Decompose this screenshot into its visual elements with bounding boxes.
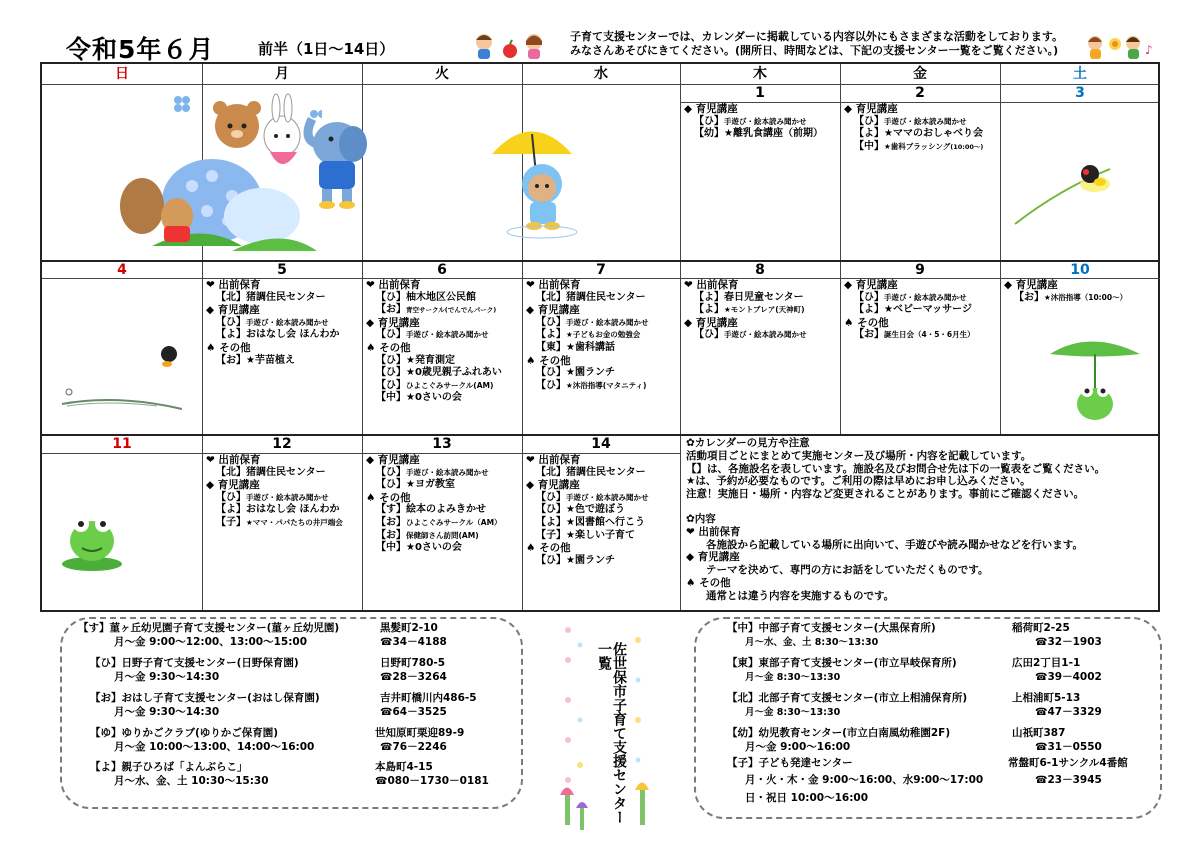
facility-tag: 【ひ】 [376, 329, 406, 341]
event-item: 絵本のよみきかせ [406, 504, 486, 516]
center-name: 【子】子ども発達センター [727, 757, 853, 769]
event-section: ◆ 育児講座 [684, 316, 738, 329]
center-name: 【す】菫ヶ丘幼児園子育て支援センター(菫ヶ丘幼児園) [78, 622, 340, 634]
day-number: 4 [117, 262, 127, 278]
facility-tag: 【よ】 [216, 504, 246, 516]
event-section: ❤ 出前保育 [526, 454, 581, 466]
facility-tag: 【お】 [1014, 291, 1044, 303]
facility-tag: 【ひ】 [216, 316, 246, 328]
facility-tag: 【ひ】 [694, 329, 724, 341]
day-12-events [203, 453, 361, 530]
event-section: ❤ 出前保育 [366, 279, 421, 291]
center-tel: 31－0550 [1047, 741, 1102, 753]
event-item: 手遊び・絵本読み聞かせ [246, 492, 329, 502]
event-item: ★ヨガ教室 [406, 479, 455, 491]
facility-tag: 【お】 [376, 529, 406, 541]
telephone-icon: ☎ [380, 637, 393, 648]
telephone-icon: ☎ [380, 742, 393, 753]
event-section: ❤ 出前保育 [526, 279, 581, 291]
center-name: 【ゆ】ゆりかごクラブ(ゆりかご保育園) [90, 727, 279, 739]
event-item: 手遊び・絵本読み聞かせ [884, 292, 967, 302]
event-item: 青空サークル(でんでんパーク) [406, 306, 497, 315]
facility-tag: 【子】 [216, 516, 246, 528]
event-section: ◆ 育児講座 [206, 479, 260, 492]
center-name: 【中】中部子育て支援センター(大黒保育所) [727, 622, 936, 634]
telephone-icon: ☎ [1035, 775, 1048, 786]
facility-tag: 【ひ】 [376, 379, 406, 391]
event-item: ★モントブレア(天神町) [724, 305, 805, 315]
day-number: 14 [591, 436, 611, 452]
weekday-thu: 木 [753, 66, 767, 82]
content-item-heading: ♠ その他 [686, 576, 731, 589]
center-hours: 月～金 10:00～13:00、14:00～16:00 [114, 741, 315, 753]
event-item: ★沐浴指導（10:00～） [1044, 292, 1128, 302]
facility-tag: 【お】 [376, 516, 406, 528]
event-item: 柚木地区公民館 [406, 291, 476, 303]
event-item: 保健師さん訪問(AM) [406, 530, 479, 540]
telephone-icon: ☎ [375, 776, 388, 787]
facility-tag: 【お】 [216, 354, 246, 366]
event-section: ◆ 育児講座 [844, 279, 898, 291]
event-item: 猪調住民センター [566, 291, 646, 303]
center-name: 【東】東部子育て支援センター(市立早岐保育所) [727, 657, 957, 669]
event-item: 春日児童センター [724, 291, 804, 303]
center-tel: 76－2246 [392, 741, 447, 753]
facility-tag: 【ひ】 [536, 554, 566, 566]
center-name: 【よ】親子ひろば「よんぶらこ」 [90, 761, 248, 773]
event-section: ❤ 出前保育 [206, 279, 261, 291]
weekday-fri: 金 [913, 66, 927, 82]
day-14-events [523, 453, 681, 567]
event-item: 手遊び・絵本読み聞かせ [406, 467, 489, 477]
event-item: ★沐浴指導(マタニティ) [566, 380, 647, 390]
center-address: 本島町4-15 [375, 761, 433, 773]
day-1-events [681, 102, 839, 141]
event-item: ★園ランチ [566, 367, 615, 379]
event-item: おはなし会 ほんわか [246, 504, 340, 516]
facility-tag: 【北】 [216, 291, 246, 303]
event-item: ★ママのおしゃべり会 [884, 128, 983, 140]
facility-tag: 【子】 [536, 529, 566, 541]
facility-tag: 【す】 [376, 504, 406, 516]
weekday-tue: 火 [435, 66, 449, 82]
center-tel: 23－3945 [1047, 774, 1102, 786]
event-section: ◆ 育児講座 [844, 103, 898, 115]
header-notice [570, 30, 1080, 58]
center-hours: 月～水、金、土 8:30～13:30 [745, 637, 879, 648]
event-item: ★子どもお金の勉強会 [566, 330, 641, 340]
event-section: ♠ その他 [366, 491, 411, 504]
facility-tag: 【ひ】 [536, 367, 566, 379]
facility-tag: 【ひ】 [854, 115, 884, 127]
center-tel: 080－1730－0181 [387, 775, 489, 787]
facility-tag: 【よ】 [694, 304, 724, 316]
center-tel: 64－3525 [392, 706, 447, 718]
event-item: ★歯科ブラッシング [884, 141, 951, 151]
legend-heading: ✿カレンダーの見方や注意 [686, 437, 810, 449]
event-item: 手遊び・絵本読み聞かせ [246, 317, 329, 327]
facility-tag: 【東】 [536, 341, 566, 353]
event-section: ❤ 出前保育 [206, 454, 261, 466]
event-item: 手遊び・絵本読み聞かせ [566, 492, 649, 502]
facility-tag: 【中】 [376, 542, 406, 554]
facility-tag: 【ひ】 [854, 291, 884, 303]
facility-tag: 【北】 [536, 291, 566, 303]
event-item: ひよこぐみサークル(AM) [406, 380, 494, 390]
legend-line: 活動項目ごとにまとめて実施センター及び場所・内容を記載しています。 [686, 449, 1032, 462]
center-tel: 28－3264 [392, 671, 447, 683]
notice-line-1: 子育て支援センターでは、カレンダーに掲載している内容以外にもさまざまな活動をしております。 [570, 30, 1063, 43]
center-hours: 月～金 8:30～13:30 [745, 707, 841, 718]
center-tel: 32－1903 [1047, 636, 1102, 648]
frog-illustration [57, 496, 127, 571]
notice-line-2: みなさんあそびにきてください。(開所日、時間などは、下記の支援センター一覧をご覧ください。) [570, 44, 1059, 57]
period-subtitle: 前半（1日～14日） [258, 40, 395, 58]
facility-tag: 【ひ】 [376, 466, 406, 478]
event-item: ★歯科講話 [566, 341, 615, 353]
day-number: 1 [755, 85, 765, 101]
facility-tag: 【ひ】 [536, 379, 566, 391]
day-2-events [841, 102, 999, 153]
center-address: 上相浦町5-13 [1012, 692, 1081, 704]
day-number: 7 [596, 262, 606, 278]
facility-tag: 【ひ】 [376, 354, 406, 366]
telephone-icon: ☎ [1035, 707, 1048, 718]
event-section: ◆ 育児講座 [206, 304, 260, 317]
legend-line: 【】は、各施設名を表しています。施設名及びお問合せ先は下の一覧表をご覧ください。 [686, 462, 1106, 475]
event-section: ◆ 育児講座 [684, 103, 738, 115]
center-address: 常盤町6-1サンクル4番館 [1008, 757, 1128, 769]
facility-tag: 【ひ】 [376, 479, 406, 491]
elephant-illustration [297, 99, 377, 209]
grass-firefly-illustration [57, 324, 187, 424]
center-name: 【北】北部子育て支援センター(市立上相浦保育所) [727, 692, 968, 704]
facility-tag: 【中】 [854, 140, 884, 152]
content-item-desc: テーマを決めて、専門の方にお話をしていただくものです。 [706, 564, 989, 577]
day-9-events [841, 278, 999, 342]
event-item: 猪調住民センター [246, 291, 326, 303]
center-hours: 月～金 9:30～14:30 [114, 706, 220, 718]
event-item: 手遊び・絵本読み聞かせ [566, 317, 649, 327]
center-hours: 月～金 9:00～16:00 [745, 741, 851, 753]
event-section: ◆ 育児講座 [526, 304, 580, 317]
facility-tag: 【よ】 [854, 304, 884, 316]
center-hours: 月～金 8:30～13:30 [745, 672, 841, 683]
event-item: ★色で遊ぼう [566, 504, 625, 516]
day-number: 10 [1070, 262, 1090, 278]
event-item: ★芋苗植え [246, 354, 295, 366]
day-7-events [523, 278, 681, 392]
event-item: 手遊び・絵本読み聞かせ [884, 116, 967, 126]
day-10-events [1001, 278, 1159, 304]
center-hours-holiday: 日・祝日 10:00～16:00 [745, 792, 869, 804]
event-item: ★0歳児親子ふれあい [406, 367, 502, 379]
event-section: ◆ 育児講座 [366, 454, 420, 466]
event-item: ★園ランチ [566, 554, 615, 566]
facility-tag: 【ひ】 [376, 291, 406, 303]
facility-tag: 【ひ】 [694, 115, 724, 127]
legend-line: ★は、予約が必要なものです。ご利用の際は早めにお申し込みください。 [686, 475, 1031, 488]
day-number: 3 [1075, 85, 1085, 101]
facility-tag: 【ひ】 [536, 504, 566, 516]
center-name: 【幼】幼児教育センター(市立白南風幼稚園2F) [727, 727, 951, 739]
event-item: ひよこぐみサークル（AM） [406, 517, 502, 527]
frog-leaf-illustration [1040, 329, 1150, 429]
weekday-mon: 月 [275, 66, 289, 82]
facility-tag: 【ひ】 [536, 316, 566, 328]
facility-tag: 【ひ】 [216, 491, 246, 503]
center-list-caption: 佐世保市子育て支援センター一覧 [596, 642, 627, 824]
day-number: 5 [277, 262, 287, 278]
page-title: 令和5年６月 [66, 35, 215, 64]
content-item-heading: ◆ 育児講座 [686, 551, 740, 564]
center-list-caption-box [560, 620, 660, 835]
event-item: ★0さいの会 [406, 542, 462, 554]
telephone-icon: ☎ [1035, 637, 1048, 648]
content-item-desc: 各施設から記載している場所に出向いて、手遊びや読み聞かせなどを行います。 [706, 538, 1083, 551]
event-item: 猪調住民センター [246, 466, 326, 478]
facility-tag: 【中】 [376, 392, 406, 404]
event-section: ◆ 育児講座 [366, 316, 420, 329]
event-item: 誕生日会（4・5・6月生） [884, 330, 975, 340]
day-number: 8 [755, 262, 765, 278]
event-section: ❤ 出前保育 [684, 279, 739, 291]
event-section: ♠ その他 [206, 341, 251, 354]
facility-tag: 【幼】 [694, 128, 724, 140]
day-number: 2 [915, 85, 925, 101]
event-section: ♠ その他 [366, 341, 411, 354]
content-item-desc: 通常とは違う内容を実施するものです。 [706, 589, 895, 602]
telephone-icon: ☎ [1035, 672, 1048, 683]
day-number: 6 [437, 262, 447, 278]
event-item: ★離乳食講座（前期） [724, 128, 823, 140]
day-number: 13 [432, 436, 452, 452]
telephone-icon: ☎ [1035, 742, 1048, 753]
day-8-events [681, 278, 839, 342]
center-hours: 月～金 9:00～12:00、13:00～15:00 [114, 636, 308, 648]
event-item: おはなし会 ほんわか [246, 329, 340, 341]
facility-tag: 【よ】 [854, 128, 884, 140]
calendar-grid [40, 62, 1160, 612]
event-section: ♠ その他 [526, 542, 571, 555]
day-5-events [203, 278, 361, 367]
event-item: ★発育測定 [406, 354, 455, 366]
day-number: 12 [272, 436, 292, 452]
facility-tag: 【ひ】 [376, 367, 406, 379]
facility-tag: 【ひ】 [536, 491, 566, 503]
children-music-illustration [1085, 32, 1155, 60]
day-number: 9 [915, 262, 925, 278]
event-item: ★ママ・パパたちの井戸端会 [246, 517, 343, 527]
event-item: ★図書館へ行こう [566, 516, 645, 528]
center-address: 広田2丁目1-1 [1012, 657, 1081, 669]
facility-tag: 【お】 [854, 329, 884, 341]
center-address: 日野町780-5 [380, 657, 446, 669]
center-name: 【ひ】日野子育て支援センター(日野保育園) [90, 657, 299, 669]
bear-umbrella-illustration [482, 114, 592, 244]
facility-tag: 【よ】 [536, 516, 566, 528]
content-item-heading: ❤ 出前保育 [686, 525, 741, 538]
animals-hydrangea-illustration [92, 86, 322, 258]
weekday-sat: 土 [1073, 66, 1087, 82]
center-hours: 月～金 9:30～14:30 [114, 671, 220, 683]
day-number: 11 [112, 436, 132, 452]
event-item: 手遊び・絵本読み聞かせ [724, 116, 807, 126]
children-apple-illustration [470, 32, 550, 60]
event-section: ◆ 育児講座 [526, 479, 580, 492]
telephone-icon: ☎ [380, 707, 393, 718]
event-item: 手遊び・絵本読み聞かせ [406, 330, 489, 340]
facility-tag: 【北】 [536, 466, 566, 478]
event-time: (10:00～) [950, 142, 984, 151]
weekday-wed: 水 [594, 66, 608, 82]
day-6-events [363, 278, 521, 405]
legend-line: 注意！実施日・場所・内容など変更されることがあります。事前にご確認ください。 [686, 488, 1085, 501]
center-hours: 月～水、金、土 10:30～15:30 [114, 775, 269, 787]
event-item: ★0さいの会 [406, 392, 462, 404]
center-address: 世知原町栗迎89-9 [375, 727, 465, 739]
center-address: 山祇町387 [1012, 727, 1066, 739]
event-section: ♠ その他 [844, 316, 889, 329]
event-item: 猪調住民センター [566, 466, 646, 478]
center-tel: 47－3329 [1047, 706, 1102, 718]
telephone-icon: ☎ [380, 672, 393, 683]
event-item: ★楽しい子育て [566, 529, 635, 541]
center-hours: 月・火・木・金 9:00～16:00、水9:00～17:00 [745, 774, 984, 786]
center-address: 吉井町橋川内486-5 [380, 692, 477, 704]
event-section: ◆ 育児講座 [1004, 279, 1058, 291]
center-tel: 34－4188 [392, 636, 447, 648]
facility-tag: 【よ】 [694, 291, 724, 303]
firefly-illustration [1010, 144, 1120, 234]
day-13-events [363, 453, 521, 555]
facility-tag: 【お】 [376, 304, 406, 316]
facility-tag: 【よ】 [536, 329, 566, 341]
content-heading: ✿内容 [686, 512, 716, 525]
center-address: 稲荷町2-25 [1012, 622, 1070, 634]
center-tel: 39－4002 [1047, 671, 1102, 683]
event-section: ♠ その他 [526, 354, 571, 367]
facility-tag: 【よ】 [216, 329, 246, 341]
weekday-sun: 日 [115, 66, 129, 82]
event-item: ★ベビーマッサージ [884, 304, 972, 316]
svg-text:♪: ♪ [1145, 43, 1153, 57]
calendar-legend [682, 436, 1160, 604]
facility-tag: 【北】 [216, 466, 246, 478]
center-name: 【お】おはし子育て支援センター(おはし保育園) [90, 692, 320, 704]
center-address: 黒髪町2-10 [380, 622, 438, 634]
event-item: 手遊び・絵本読み聞かせ [724, 330, 807, 340]
